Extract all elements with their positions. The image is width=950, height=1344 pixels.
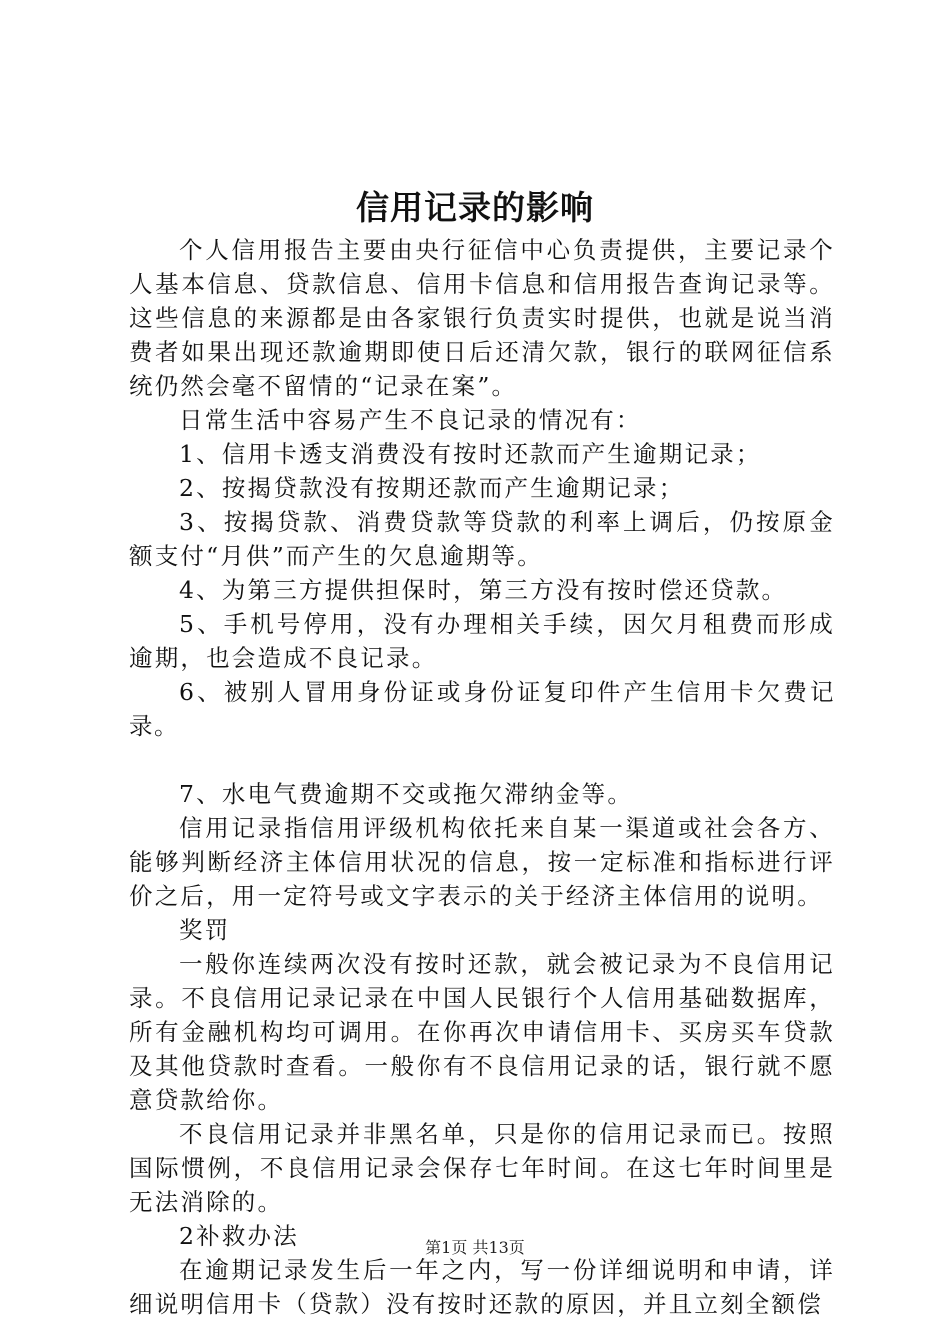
paragraph-bad-record-situations-heading: 日常生活中容易产生不良记录的情况有： <box>179 406 642 434</box>
list-item-4: 4、为第三方提供担保时，第三方没有按时偿还贷款。 <box>179 576 788 604</box>
paragraph-remedy-steps: 在逾期记录发生后一年之内，写一份详细说明和申请，详细说明信用卡（贷款）没有按时还款的原因，并且立刻全额偿 <box>129 1256 835 1318</box>
document-body <box>129 233 835 1321</box>
document-title: 信用记录的影响 <box>356 188 594 227</box>
paragraph-bad-record-consequences: 一般你连续两次没有按时还款，就会被记录为不良信用记录。不良信用记录记录在中国人民银行个人信用基础数据库，所有金融机构均可调用。在你再次申请信用卡、买房买车贷款及其他贷款时查看。一般你有不良信用记录的话，银行就不愿意贷款给你。 <box>129 950 835 1114</box>
list-item-2: 2、按揭贷款没有按期还款而产生逾期记录； <box>179 474 685 502</box>
list-item-7: 7、水电气费逾期不交或拖欠滞纳金等。 <box>179 780 634 808</box>
paragraph-credit-report-intro: 个人信用报告主要由央行征信中心负责提供，主要记录个人基本信息、贷款信息、信用卡信息和信用报告查询记录等。这些信息的来源都是由各家银行负责实时提供，也就是说当消费者如果出现还款逾期即使日后还清欠款，银行的联网征信系统仍然会毫不留情的“记录在案”。 <box>129 236 835 400</box>
list-item-5: 5、手机号停用，没有办理相关手续，因欠月租费而形成逾期，也会造成不良记录。 <box>129 610 835 672</box>
list-item-6: 6、被别人冒用身份证或身份证复印件产生信用卡欠费记录。 <box>129 678 835 740</box>
paragraph-not-blacklist: 不良信用记录并非黑名单，只是你的信用记录而已。按照国际惯例，不良信用记录会保存七年时间。在这七年时间里是无法消除的。 <box>129 1120 835 1216</box>
list-item-1: 1、信用卡透支消费没有按时还款而产生逾期记录； <box>179 440 762 468</box>
list-item-3: 3、按揭贷款、消费贷款等贷款的利率上调后，仍按原金额支付“月供”而产生的欠息逾期等。 <box>129 508 835 570</box>
page-number-footer: 第1页 共13页 <box>425 1238 525 1257</box>
section-heading-remedy: 2补救办法 <box>179 1222 299 1250</box>
paragraph-credit-record-definition: 信用记录指信用评级机构依托来自某一渠道或社会各方、能够判断经济主体信用状况的信息，按一定标准和指标进行评价之后，用一定符号或文字表示的关于经济主体信用的说明。 <box>129 814 835 910</box>
section-heading-rewards-penalties: 奖罚 <box>179 916 231 944</box>
